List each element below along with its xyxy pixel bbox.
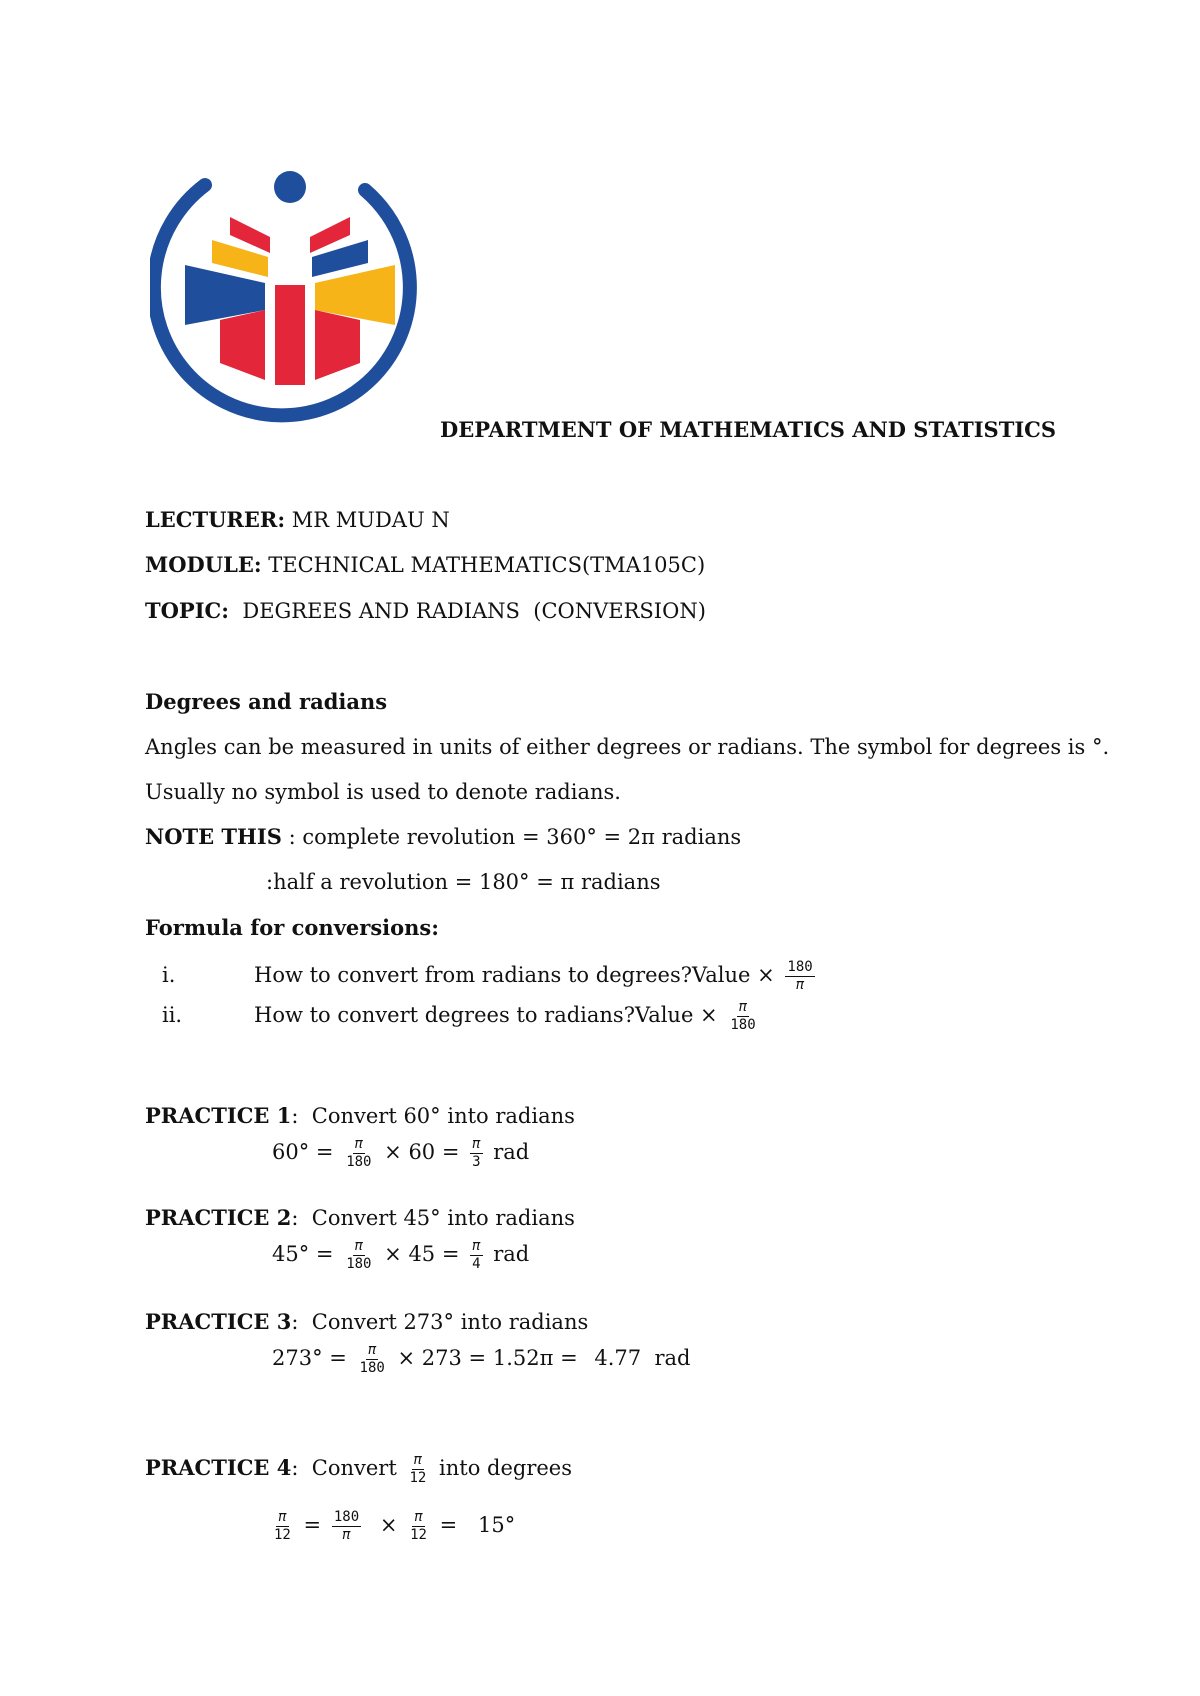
unit: rad (493, 1140, 530, 1164)
frac-denominator: 12 (409, 1470, 427, 1486)
module-value: TECHNICAL MATHEMATICS(TMA105C) (261, 553, 706, 577)
practice-3-label: PRACTICE 3 (145, 1309, 292, 1334)
lhs: 273° = (272, 1346, 347, 1370)
note-text-1: : complete revolution = 360° = 2π radians (281, 825, 742, 849)
frac-numerator: π (472, 1238, 481, 1254)
formula-item-1-text: How to convert from radians to degrees?Value × (254, 963, 775, 987)
paragraph-2: Usually no symbol is used to denote radians. (145, 780, 621, 804)
frac-denominator: 12 (410, 1527, 427, 1543)
formula-item-1-number: i. (162, 963, 176, 987)
frac-numerator: π (354, 1136, 364, 1152)
times: × (379, 1513, 398, 1537)
result: 15° (477, 1513, 516, 1537)
frac-denominator: 180 (346, 1154, 372, 1170)
module-line (145, 551, 705, 579)
module-label: MODULE: (145, 552, 262, 577)
frac-numerator: π (472, 1136, 481, 1152)
section-heading: Degrees and radians (145, 689, 388, 714)
practice-4-label: PRACTICE 4 (145, 1455, 292, 1480)
fraction (332, 1510, 361, 1543)
note-line-2: :half a revolution = 180° = π radians (266, 870, 661, 894)
practice-2-prompt: : Convert 45° into radians (291, 1206, 575, 1230)
practice-4-prompt-post: into degrees (439, 1456, 572, 1480)
fraction (272, 1510, 293, 1543)
frac-denominator: π (342, 1527, 351, 1543)
formula-item-2-number: ii. (162, 1003, 183, 1027)
result: 4.77 rad (594, 1346, 691, 1370)
practice-2-label: PRACTICE 2 (145, 1205, 292, 1230)
formula-item-1 (162, 960, 819, 993)
frac-numerator: π (414, 1509, 423, 1525)
fraction (358, 1343, 387, 1376)
paragraph-1: Angles can be measured in units of either degrees or radians. The symbol for degrees is °. (145, 735, 1110, 759)
practice-2-heading (145, 1204, 575, 1232)
note-line-1 (145, 823, 741, 851)
frac-numerator: π (738, 999, 748, 1015)
fraction-180-over-pi (785, 960, 814, 993)
formula-item-2-text: How to convert degrees to radians?Value × (254, 1003, 718, 1027)
practice-1-label: PRACTICE 1 (145, 1103, 292, 1128)
middle: × 60 = (384, 1140, 460, 1164)
lhs: 60° = (272, 1140, 334, 1164)
frac-denominator: 180 (359, 1360, 385, 1376)
equals: = (439, 1513, 458, 1537)
equals: = (303, 1513, 322, 1537)
note-label: NOTE THIS (145, 824, 282, 849)
practice-4-prompt-pre: : Convert (291, 1456, 397, 1480)
fraction (408, 1510, 429, 1543)
frac-numerator: π (413, 1452, 423, 1468)
practice-1-heading (145, 1102, 575, 1130)
frac-numerator: π (278, 1509, 287, 1525)
frac-denominator: π (795, 977, 805, 993)
middle: × 45 = (384, 1242, 460, 1266)
fraction (344, 1137, 373, 1170)
practice-4-heading (145, 1453, 572, 1486)
practice-3-heading (145, 1308, 588, 1336)
frac-numerator: π (354, 1238, 364, 1254)
practice-1-prompt: : Convert 60° into radians (291, 1104, 575, 1128)
formula-heading: Formula for conversions: (145, 915, 439, 940)
fraction (407, 1453, 428, 1486)
frac-denominator: 180 (346, 1256, 372, 1272)
practice-3-prompt: : Convert 273° into radians (291, 1310, 589, 1334)
practice-2-solution (272, 1239, 529, 1272)
practice-3-solution (272, 1343, 690, 1376)
frac-denominator: 4 (472, 1256, 481, 1272)
frac-numerator: 180 (787, 959, 813, 975)
practice-1-solution (272, 1137, 529, 1170)
university-logo (150, 165, 425, 425)
frac-numerator: π (367, 1342, 377, 1358)
topic-value: DEGREES AND RADIANS (CONVERSION) (229, 599, 706, 623)
practice-4-solution (268, 1510, 515, 1543)
lecturer-value: MR MUDAU N (285, 508, 450, 532)
lecturer-label: LECTURER: (145, 507, 286, 532)
topic-line (145, 597, 706, 625)
fraction (470, 1239, 482, 1272)
topic-label: TOPIC: (145, 598, 229, 623)
fraction (470, 1137, 482, 1170)
department-title: DEPARTMENT OF MATHEMATICS AND STATISTICS (440, 417, 1057, 442)
frac-denominator: 12 (274, 1527, 291, 1543)
lhs: 45° = (272, 1242, 334, 1266)
frac-denominator: 3 (472, 1154, 481, 1170)
frac-numerator: 180 (333, 1509, 360, 1525)
frac-denominator: 180 (730, 1017, 756, 1033)
unit: rad (493, 1242, 530, 1266)
formula-item-2 (162, 1000, 762, 1033)
fraction-pi-over-180 (728, 1000, 757, 1033)
fraction (344, 1239, 373, 1272)
middle: × 273 = 1.52π = (397, 1346, 578, 1370)
lecturer-line (145, 506, 450, 534)
